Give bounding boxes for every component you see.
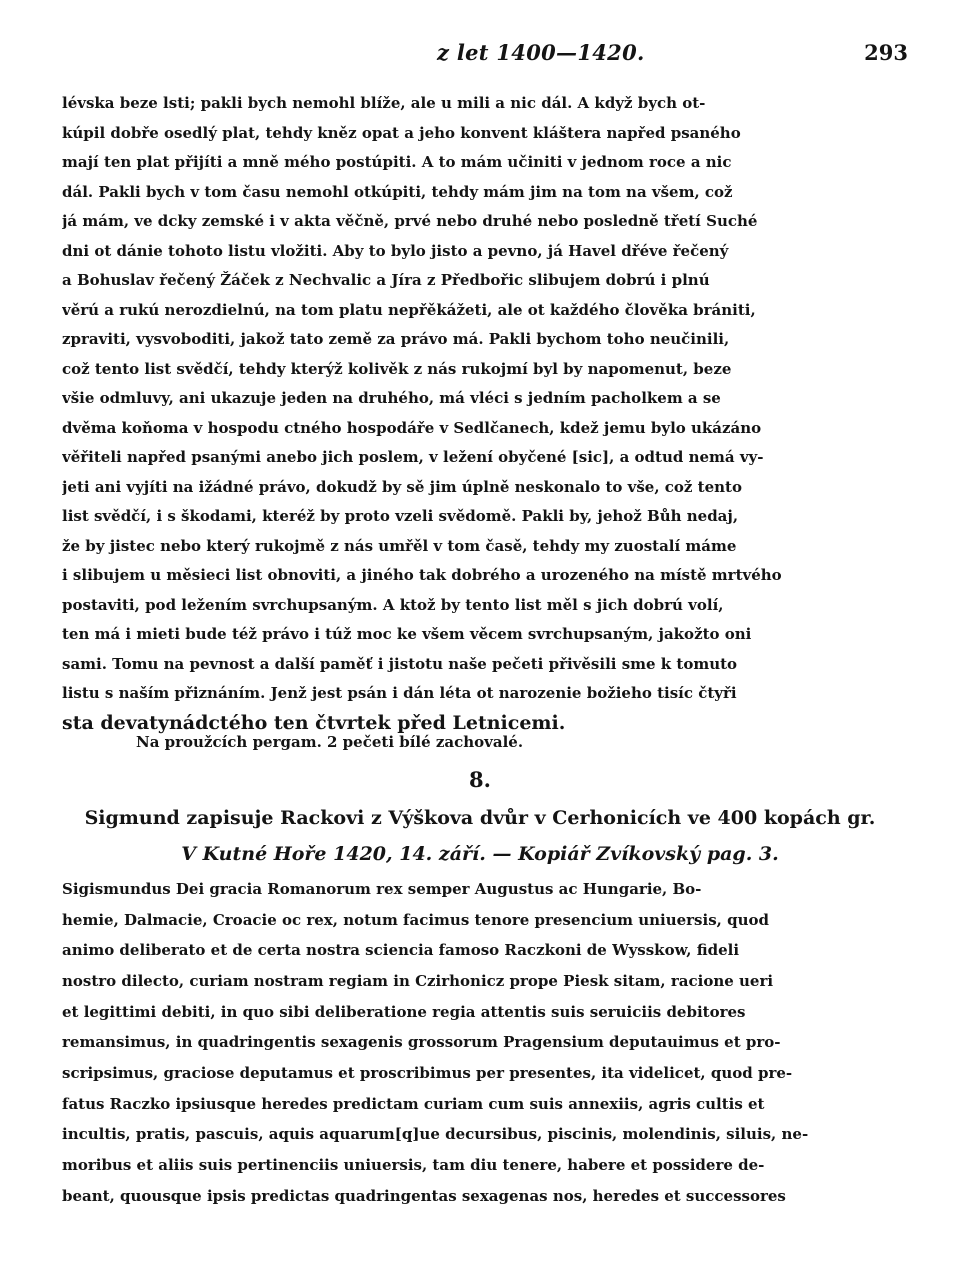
text-line: listu s naším přiznáním. Jenž jest psán i dán léta ot narozenie božieho tisíc čtyři [62,684,737,702]
text-line: nostro dilecto, curiam nostram regiam in Czirhonicz prope Piesk sitam, racione ueri [62,972,774,990]
text-line: že by jistec nebo který rukojmě z nás umřěl v tom časě, tehdy my zuostalí máme [62,537,737,555]
text-line: fatus Raczko ipsiusque heredes predictam curiam cum suis annexiis, agris cultis et [62,1095,765,1113]
text-line: což tento list svědčí, tehdy kterýž kolivěk z nás rukojmí byl by napomenut, beze [62,360,732,378]
page-number: 293 [864,40,908,65]
archival-note: Na proužcích pergam. 2 pečeti bílé zachovalé. [136,733,524,751]
text-line: sami. Tomu na pevnost a další paměť i jistotu naše pečeti přivěsili sme k tomuto [62,655,738,673]
text-line: remansimus, in quadringentis sexagenis grossorum Pragensium deputauimus et pro- [62,1033,781,1051]
text-line: já mám, ve dcky zemské i v akta věčně, prvé nebo druhé nebo posledně třetí Suché [62,212,758,230]
text-line: dni ot dánie tohoto listu vložiti. Aby to bylo jisto a pevno, já Havel dřéve řečený [62,242,729,260]
text-line: věřiteli napřed psanými anebo jich poslem, v ležení obyčené [sic], a odtud nemá vy- [62,448,764,466]
text-line: moribus et aliis suis pertinenciis uniuersis, tam diu tenere, habere et possidere de- [62,1156,765,1174]
text-line: scripsimus, graciose deputamus et proscribimus per presentes, ita videlicet, quod pre- [62,1064,793,1082]
text-line: list svědčí, i s škodami, kteréž by proto vzeli svědomě. Pakli by, jehož Bůh nedaj, [62,507,739,525]
text-line: jeti ani vyjíti na ižádné právo, dokudž by sě jim úplně neskonalo to vše, což tento [62,478,742,496]
document-regest: Sigmund zapisuje Rackovi z Výškova dvůr v Cerhonicích ve 400 kopách gr. [84,807,876,829]
text-line: ten má i mieti bude též právo i túž moc ke všem věcem svrchupsaným, jakožto oni [62,625,752,643]
text-line: beant, quousque ipsis predictas quadringentas sexagenas nos, heredes et successores [62,1187,786,1205]
text-line: dvěma koňoma v hospodu ctného hospodáře v Sedlčanech, kdež jemu bylo ukázáno [62,419,762,437]
text-line: postaviti, pod ležením svrchupsaným. A ktož by tento list měl s jich dobrú volí, [62,596,724,614]
document-source: V Kutné Hoře 1420, 14. září. — Kopiář Zvíkovský pag. 3. [181,843,779,865]
document-number: 8. [469,767,491,792]
text-line: et legittimi debiti, in quo sibi deliberatione regia attentis suis seruiciis debitores [62,1003,746,1021]
text-line: Sigismundus Dei gracia Romanorum rex semper Augustus ac Hungarie, Bo- [62,880,702,898]
text-line: i slibujem u měsieci list obnoviti, a jiného tak dobrého a urozeného na místě mrtvého [62,566,782,584]
running-head [62,38,908,68]
text-line: zpraviti, vysvoboditi, jakož tato země za právo má. Pakli bychom toho neučinili, [62,330,730,348]
text-line: věrú a rukú nerozdielnú, na tom platu nepřěkážeti, ale ot každého člověka brániti, [62,301,756,319]
text-line: animo deliberato et de certa nostra sciencia famoso Raczkoni de Wysskow, fideli [62,941,740,959]
text-line: lévska beze lsti; pakli bych nemohl blíže, ale u mili a nic dál. A když bych ot- [62,94,706,112]
text-line: hemie, Dalmacie, Croacie oc rex, notum facimus tenore presencium uniuersis, quod [62,911,769,929]
text-line: sta devatynádctého ten čtvrtek před Letnicemi. [62,712,566,734]
text-line: kúpil dobře osedlý plat, tehdy kněz opat a jeho konvent kláštera napřed psaného [62,124,741,142]
text-line: všie odmluvy, ani ukazuje jeden na druhého, má vléci s jedním pacholkem a se [62,389,721,407]
text-line: a Bohuslav řečený Žáček z Nechvalic a Jíra z Předbořic slibujem dobrú i plnú [62,271,710,289]
text-line: incultis, pratis, pascuis, aquis aquarum[q]ue decursibus, piscinis, molendinis, siluis, ne- [62,1125,809,1143]
running-head-title: z let 1400—1420. [437,40,645,65]
text-line: dál. Pakli bych v tom času nemohl otkúpiti, tehdy mám jim na tom na všem, což [62,183,733,201]
text-line: mají ten plat přijíti a mně mého postúpiti. A to mám učiniti v jednom roce a nic [62,153,732,171]
